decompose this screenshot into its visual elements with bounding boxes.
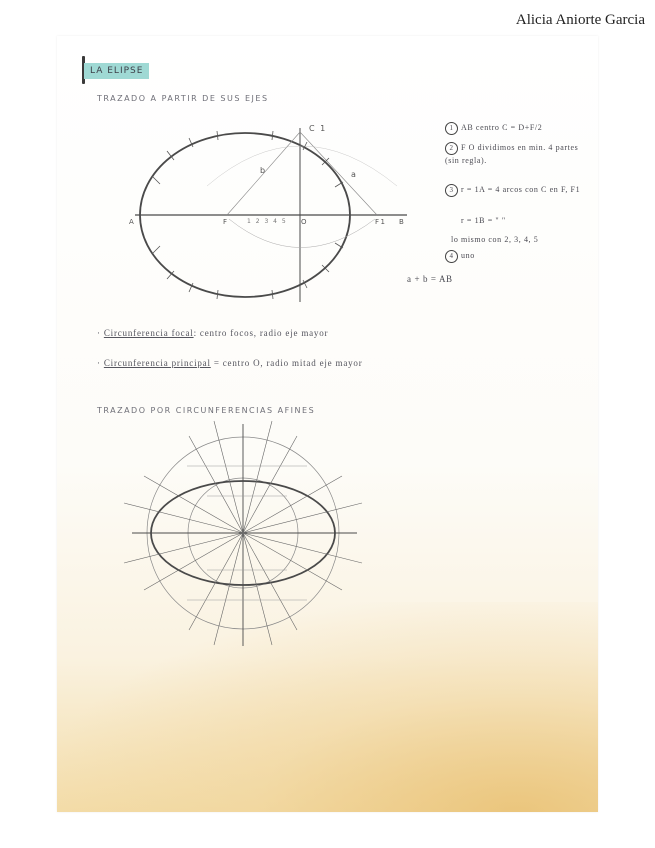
scanned-page	[57, 36, 598, 812]
label-left-vertex: A	[129, 218, 136, 226]
note-3b: r = 1B = " "	[461, 216, 506, 225]
note-number: 4	[445, 250, 458, 263]
author-name: Alicia Aniorte Garcia	[515, 12, 645, 28]
label-ticks: 1 2 3 4 5	[247, 218, 288, 225]
note-3: 3 r = 1A = 4 arcos con C en F, F1	[445, 184, 595, 197]
label-f1: F1	[375, 218, 387, 226]
note-3c: lo mismo con 2, 3, 4, 5	[451, 235, 539, 244]
label-f: F	[223, 218, 229, 226]
note-4: 4 uno	[445, 250, 595, 263]
note-number: 1	[445, 122, 458, 135]
definition-principal: · Circunferencia principal = centro O, radio mitad eje mayor	[97, 358, 363, 368]
note-number: 3	[445, 184, 458, 197]
label-o: O	[301, 218, 309, 226]
definition-focal: · Circunferencia focal: centro focos, radio eje mayor	[97, 328, 329, 338]
formula: a + b = AB	[407, 274, 453, 284]
note-2: 2 F O dividimos en min. 4 partes (sin regla).	[445, 143, 579, 165]
section-heading-affine: TRAZADO POR CIRCUNFERENCIAS AFINES	[97, 406, 316, 415]
label-c1: C 1	[309, 124, 327, 133]
label-right-vertex: B	[399, 218, 406, 226]
note-1: 1 AB centro C = D+F/2	[445, 122, 595, 135]
note-number: 2	[445, 142, 458, 155]
label-a: a	[351, 170, 358, 179]
section-heading-axes: TRAZADO A PARTIR DE SUS EJES	[97, 94, 269, 103]
page-title: LA ELIPSE	[84, 63, 149, 79]
label-b: b	[260, 166, 267, 175]
